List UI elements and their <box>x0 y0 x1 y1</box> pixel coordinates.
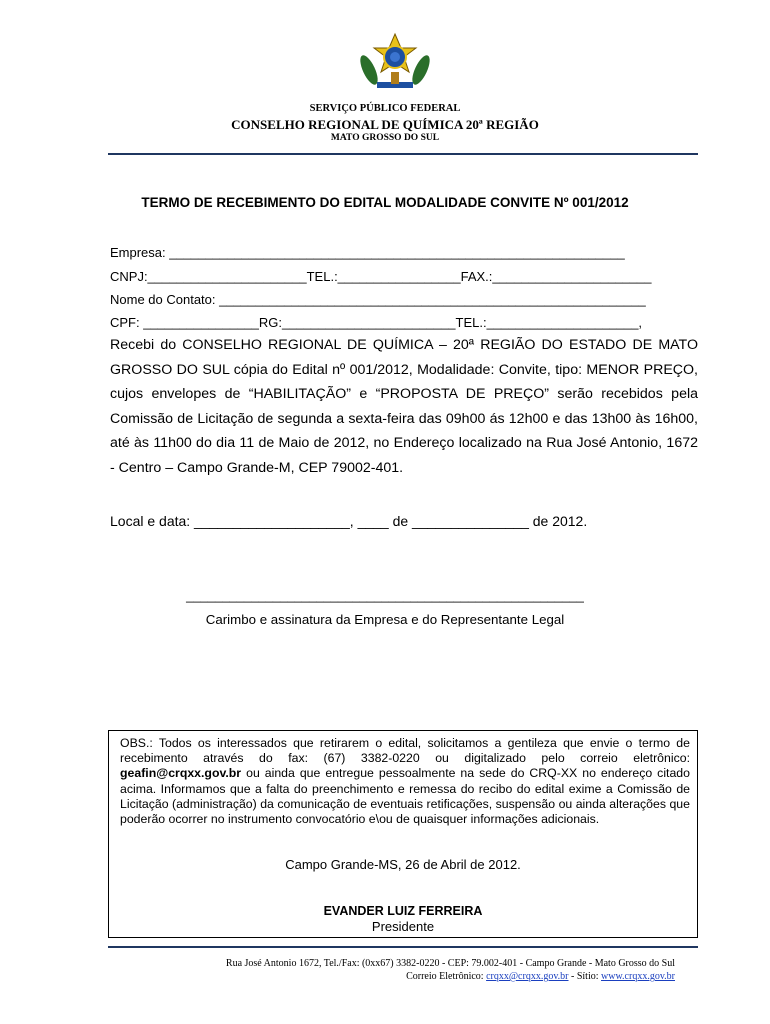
local-data-field: Local e data: ____________________, ____ de _______________ de 2012. <box>110 513 588 529</box>
brazil-coat-of-arms-icon <box>355 30 435 100</box>
footer-separator: - Sítio: <box>568 971 602 982</box>
cnpj-field: CNPJ:______________________TEL.:_________________FAX.:______________________ <box>110 269 652 284</box>
footer-email-label: Correio Eletrônico: <box>406 971 487 982</box>
signature-label: Carimbo e assinatura da Empresa e do Representante Legal <box>205 612 565 627</box>
contato-field: Nome do Contato: ___________________________________________________________ <box>110 292 646 307</box>
signature-line: _______________________________________________________ <box>186 588 584 603</box>
signer-name: EVANDER LUIZ FERREIRA <box>323 904 483 918</box>
header-service: SERVIÇO PÚBLICO FEDERAL <box>309 103 461 114</box>
footer-contacts <box>100 971 675 982</box>
footer-divider <box>108 946 698 948</box>
header-council: CONSELHO REGIONAL DE QUÍMICA 20ª REGIÃO <box>231 117 539 132</box>
body-paragraph: Recebi do CONSELHO REGIONAL DE QUÍMICA – 20ª REGIÃO DO ESTADO DE MATO GROSSO DO SUL cópia do Edital nº 001/2012, Modalidade: Convite, tipo: MENOR PREÇO, cujos envelopes de “HABILITAÇÃO” e “PROPOSTA DE PREÇO” serão recebidos pela Comissão de Licitação de segunda a sexta-feira das 09h00 ás 12h00 e das 13h00 às 16h00, até às 11h00 do dia 11 de Maio de 2012, no Endereço localizado na Rua José Antonio, 1672 - Centro – Campo Grande-M, CEP 79002-401. <box>110 337 698 476</box>
obs-place-date: Campo Grande-MS, 26 de Abril de 2012. <box>285 857 521 872</box>
empresa-field: Empresa: _______________________________________________________________ <box>110 245 625 260</box>
signer-role: Presidente <box>371 919 435 934</box>
header-divider <box>108 153 698 155</box>
header-state: MATO GROSSO DO SUL <box>330 133 440 143</box>
footer-site-link[interactable]: www.crqxx.gov.br <box>601 971 675 982</box>
obs-text <box>120 736 690 827</box>
cpf-field: CPF: ________________RG:________________________TEL.:_____________________, <box>110 315 643 330</box>
footer-email-link[interactable]: crqxx@crqxx.gov.br <box>486 971 569 982</box>
obs-text-before: OBS.: Todos os interessados que retirarem o edital, solicitamos a gentileza que envie o termo de recebimento através do fax: (67) 3382-0220 ou digitalizado pelo correio eletrônico: <box>120 736 690 766</box>
document-title: TERMO DE RECEBIMENTO DO EDITAL MODALIDADE CONVITE Nº 001/2012 <box>141 195 629 210</box>
obs-text-after: ou ainda que entregue pessoalmente na sede do CRQ-XX no endereço citado acima. Informamos que a falta do preenchimento e remessa do recibo do edital exime a Comissão de Licitação (administração) da comunicação de eventuais retificações, suspensão ou ainda alterações que poderão ocorrer no instrumento convocatório e\ou de quaisquer informações adicionais. <box>120 766 690 827</box>
footer-address: Rua José Antonio 1672, Tel./Fax: (0xx67) 3382-0220 - CEP: 79.002-401 - Campo Grande - Mato Grosso do Sul <box>225 958 675 969</box>
obs-email: geafin@crqxx.gov.br <box>120 766 242 781</box>
